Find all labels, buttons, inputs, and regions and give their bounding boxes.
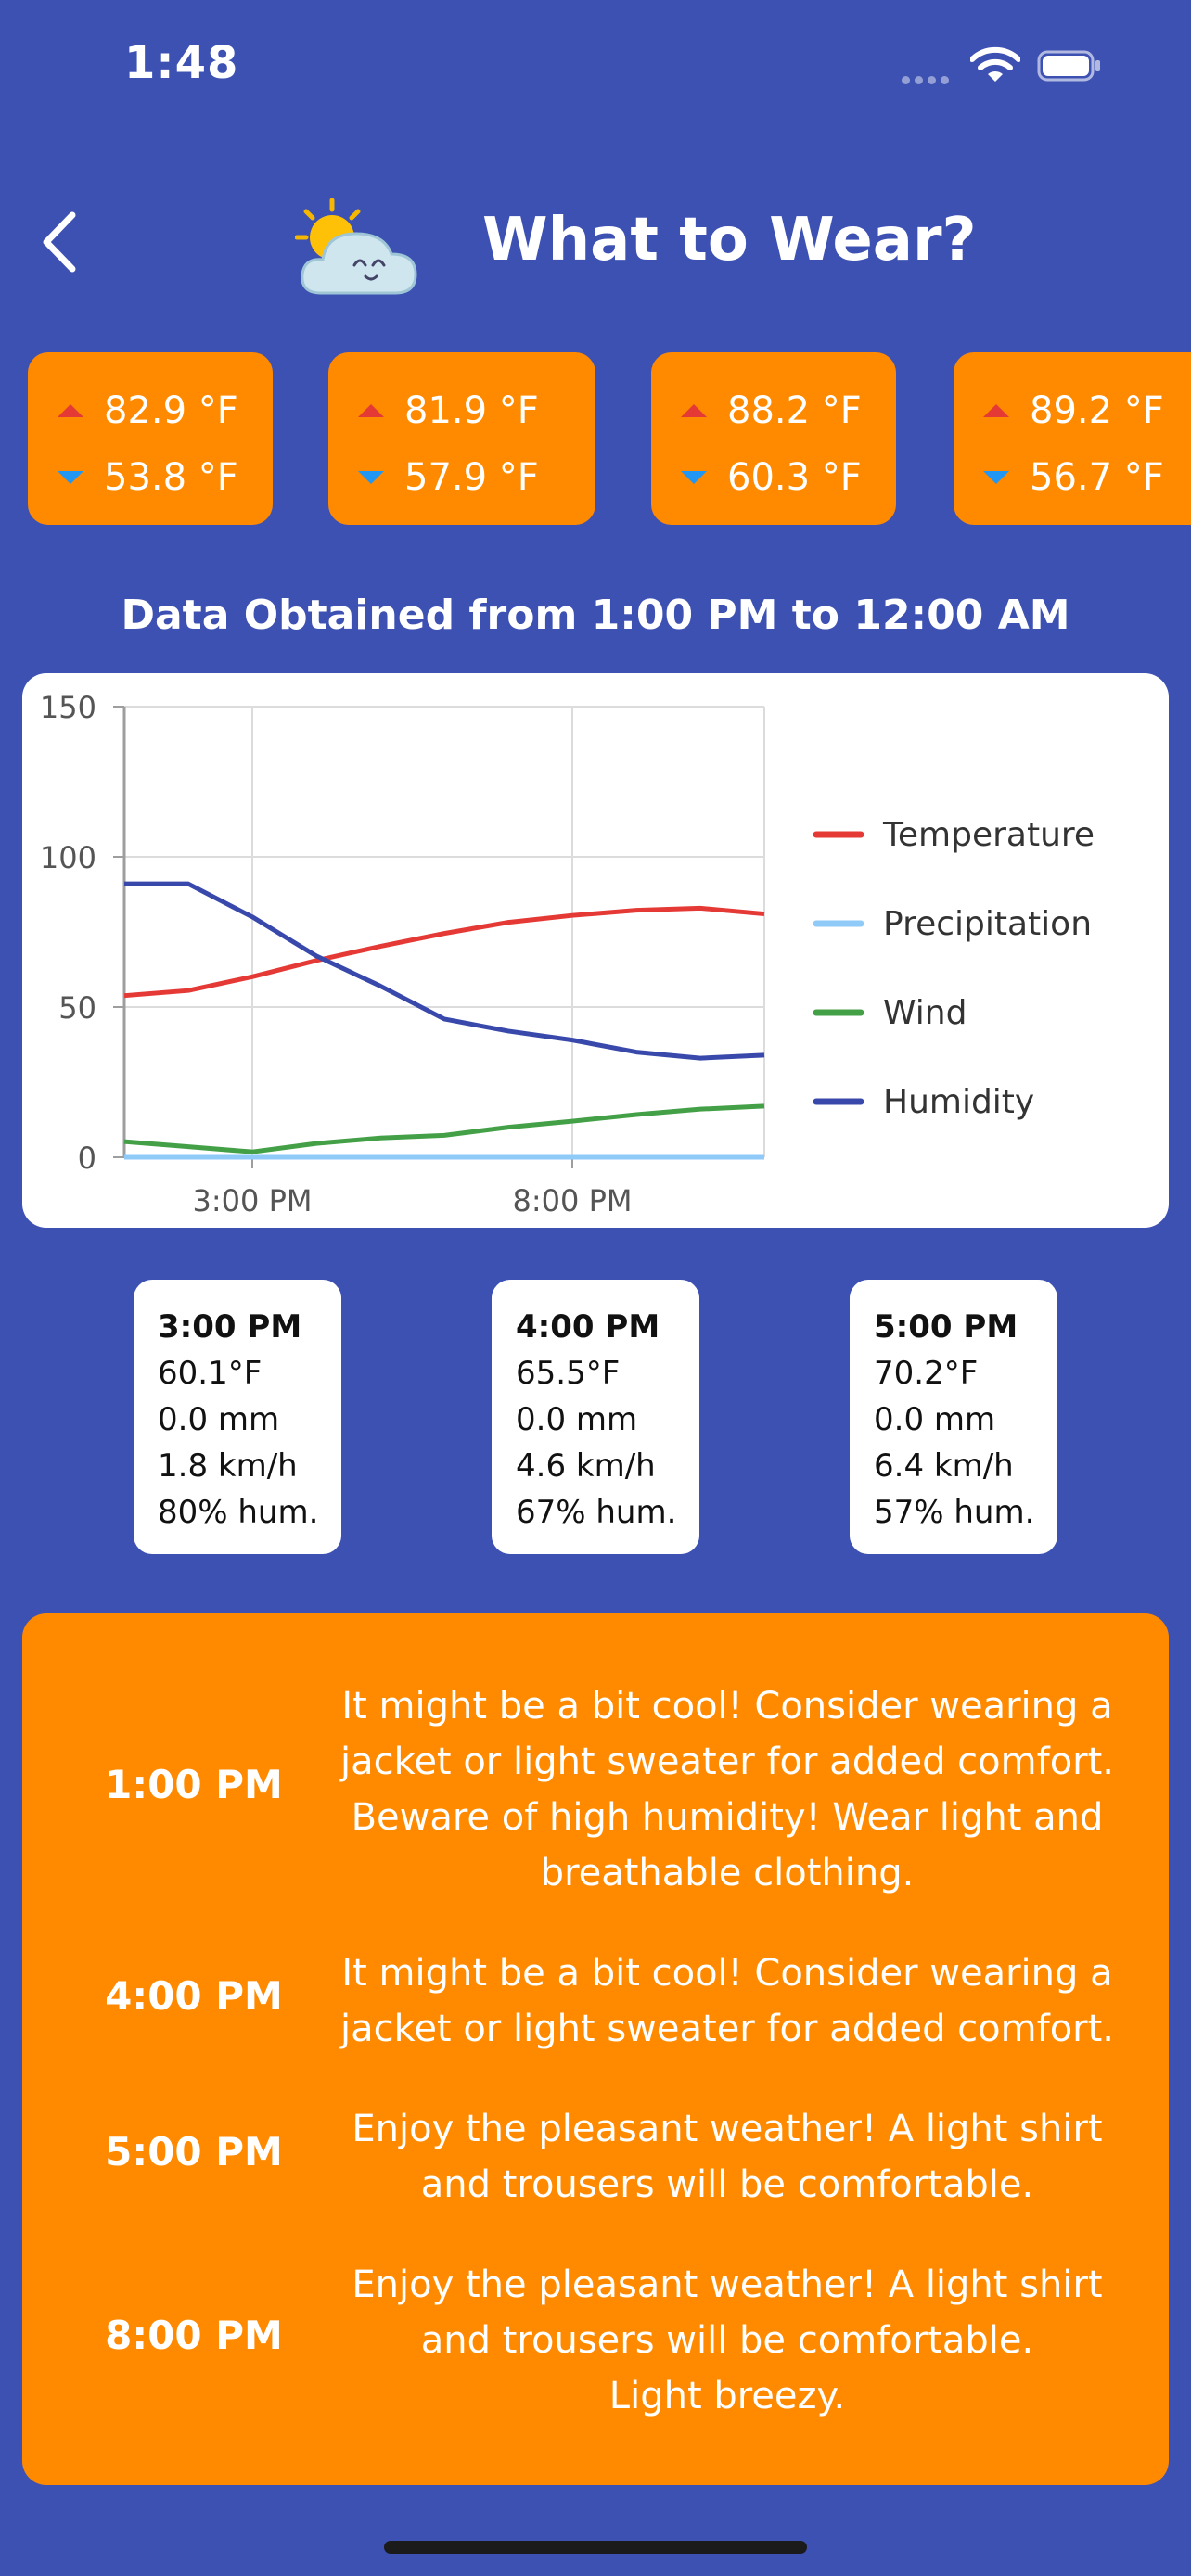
hourly-card xyxy=(134,1280,341,1554)
hourly-time: 4:00 PM xyxy=(516,1308,660,1345)
forecast-carousel[interactable] xyxy=(0,352,1191,529)
advice-text xyxy=(328,1945,1126,2057)
low-temp: 53.8 °F xyxy=(104,456,238,499)
wifi-icon xyxy=(970,46,1020,83)
legend-label-precipitation: Precipitation xyxy=(883,905,1093,943)
advice-line: jacket or light sweater for added comfort. xyxy=(339,1741,1115,1783)
low-temp: 60.3 °F xyxy=(727,456,862,499)
low-arrow-icon xyxy=(983,471,1009,484)
y-tick-label: 100 xyxy=(39,840,96,875)
advice-time: 5:00 PM xyxy=(105,2129,283,2174)
low-arrow-icon xyxy=(681,471,707,484)
forecast-card[interactable] xyxy=(28,352,273,525)
y-tick-label: 150 xyxy=(39,690,96,725)
hourly-time: 3:00 PM xyxy=(158,1308,302,1345)
hourly-temp: 65.5°F xyxy=(516,1355,621,1392)
forecast-card[interactable] xyxy=(651,352,896,525)
high-arrow-icon xyxy=(983,404,1009,417)
advice-text xyxy=(328,1678,1126,1901)
series-line-temperature xyxy=(124,908,764,995)
advice-time: 4:00 PM xyxy=(105,1973,283,2019)
high-arrow-icon xyxy=(681,404,707,417)
advice-line: It might be a bit cool! Consider wearing a xyxy=(341,1685,1113,1728)
advice-time: 1:00 PM xyxy=(105,1762,283,1807)
advice-line: Enjoy the pleasant weather! A light shirt xyxy=(352,2108,1103,2150)
hourly-precip: 0.0 mm xyxy=(158,1401,280,1438)
advice-line: Beware of high humidity! Wear light and xyxy=(351,1796,1104,1839)
data-range-label: Data Obtained from 1:00 PM to 12:00 AM xyxy=(121,592,1070,639)
advice-time: 8:00 PM xyxy=(105,2313,283,2358)
hourly-humidity: 67% hum. xyxy=(516,1494,677,1531)
page-title: What to Wear? xyxy=(482,206,977,274)
hourly-precip: 0.0 mm xyxy=(874,1401,996,1438)
back-chevron-icon[interactable] xyxy=(37,210,83,274)
cellular-signal-icon xyxy=(902,70,957,80)
hourly-humidity: 57% hum. xyxy=(874,1494,1035,1531)
status-time: 1:48 xyxy=(124,37,239,89)
hourly-card xyxy=(850,1280,1057,1554)
advice-line: and trousers will be comfortable. xyxy=(420,2163,1034,2206)
advice-line: and trousers will be comfortable. xyxy=(420,2319,1034,2362)
hourly-wind: 6.4 km/h xyxy=(874,1447,1014,1485)
advice-text xyxy=(328,2101,1126,2213)
hourly-time: 5:00 PM xyxy=(874,1308,1018,1345)
legend-label-temperature: Temperature xyxy=(883,816,1095,854)
high-temp: 81.9 °F xyxy=(404,389,539,432)
hourly-wind: 4.6 km/h xyxy=(516,1447,656,1485)
hourly-precip: 0.0 mm xyxy=(516,1401,638,1438)
advice-line: Light breezy. xyxy=(608,2375,846,2417)
hourly-card xyxy=(492,1280,699,1554)
high-arrow-icon xyxy=(58,404,83,417)
home-indicator[interactable] xyxy=(384,2541,807,2554)
advice-text xyxy=(328,2257,1126,2424)
advice-line: Enjoy the pleasant weather! A light shirt xyxy=(352,2264,1103,2306)
high-arrow-icon xyxy=(358,404,384,417)
x-tick-label: 8:00 PM xyxy=(512,1183,633,1218)
y-tick-label: 0 xyxy=(77,1141,96,1176)
legend-label-humidity: Humidity xyxy=(883,1083,1035,1121)
weather-chart xyxy=(22,673,1169,1228)
hourly-wind: 1.8 km/h xyxy=(158,1447,298,1485)
high-temp: 82.9 °F xyxy=(104,389,238,432)
y-tick-label: 50 xyxy=(58,990,96,1026)
clothing-advice-panel xyxy=(22,1613,1169,2485)
hourly-humidity: 80% hum. xyxy=(158,1494,319,1531)
low-temp: 57.9 °F xyxy=(404,456,539,499)
forecast-card[interactable] xyxy=(954,352,1191,525)
advice-line: breathable clothing. xyxy=(540,1852,915,1894)
hourly-temp: 60.1°F xyxy=(158,1355,263,1392)
sun-cloud-logo-icon xyxy=(295,197,421,299)
low-arrow-icon xyxy=(58,471,83,484)
hourly-temp: 70.2°F xyxy=(874,1355,979,1392)
battery-icon xyxy=(1037,50,1102,82)
legend-label-wind: Wind xyxy=(883,994,967,1032)
chart-svg xyxy=(22,673,1169,1228)
x-tick-label: 3:00 PM xyxy=(192,1183,313,1218)
series-line-wind xyxy=(124,1106,764,1152)
high-temp: 89.2 °F xyxy=(1030,389,1164,432)
low-temp: 56.7 °F xyxy=(1030,456,1164,499)
low-arrow-icon xyxy=(358,471,384,484)
forecast-card[interactable] xyxy=(328,352,596,525)
advice-line: jacket or light sweater for added comfort. xyxy=(339,2008,1115,2050)
high-temp: 88.2 °F xyxy=(727,389,862,432)
advice-line: It might be a bit cool! Consider wearing a xyxy=(341,1952,1113,1995)
